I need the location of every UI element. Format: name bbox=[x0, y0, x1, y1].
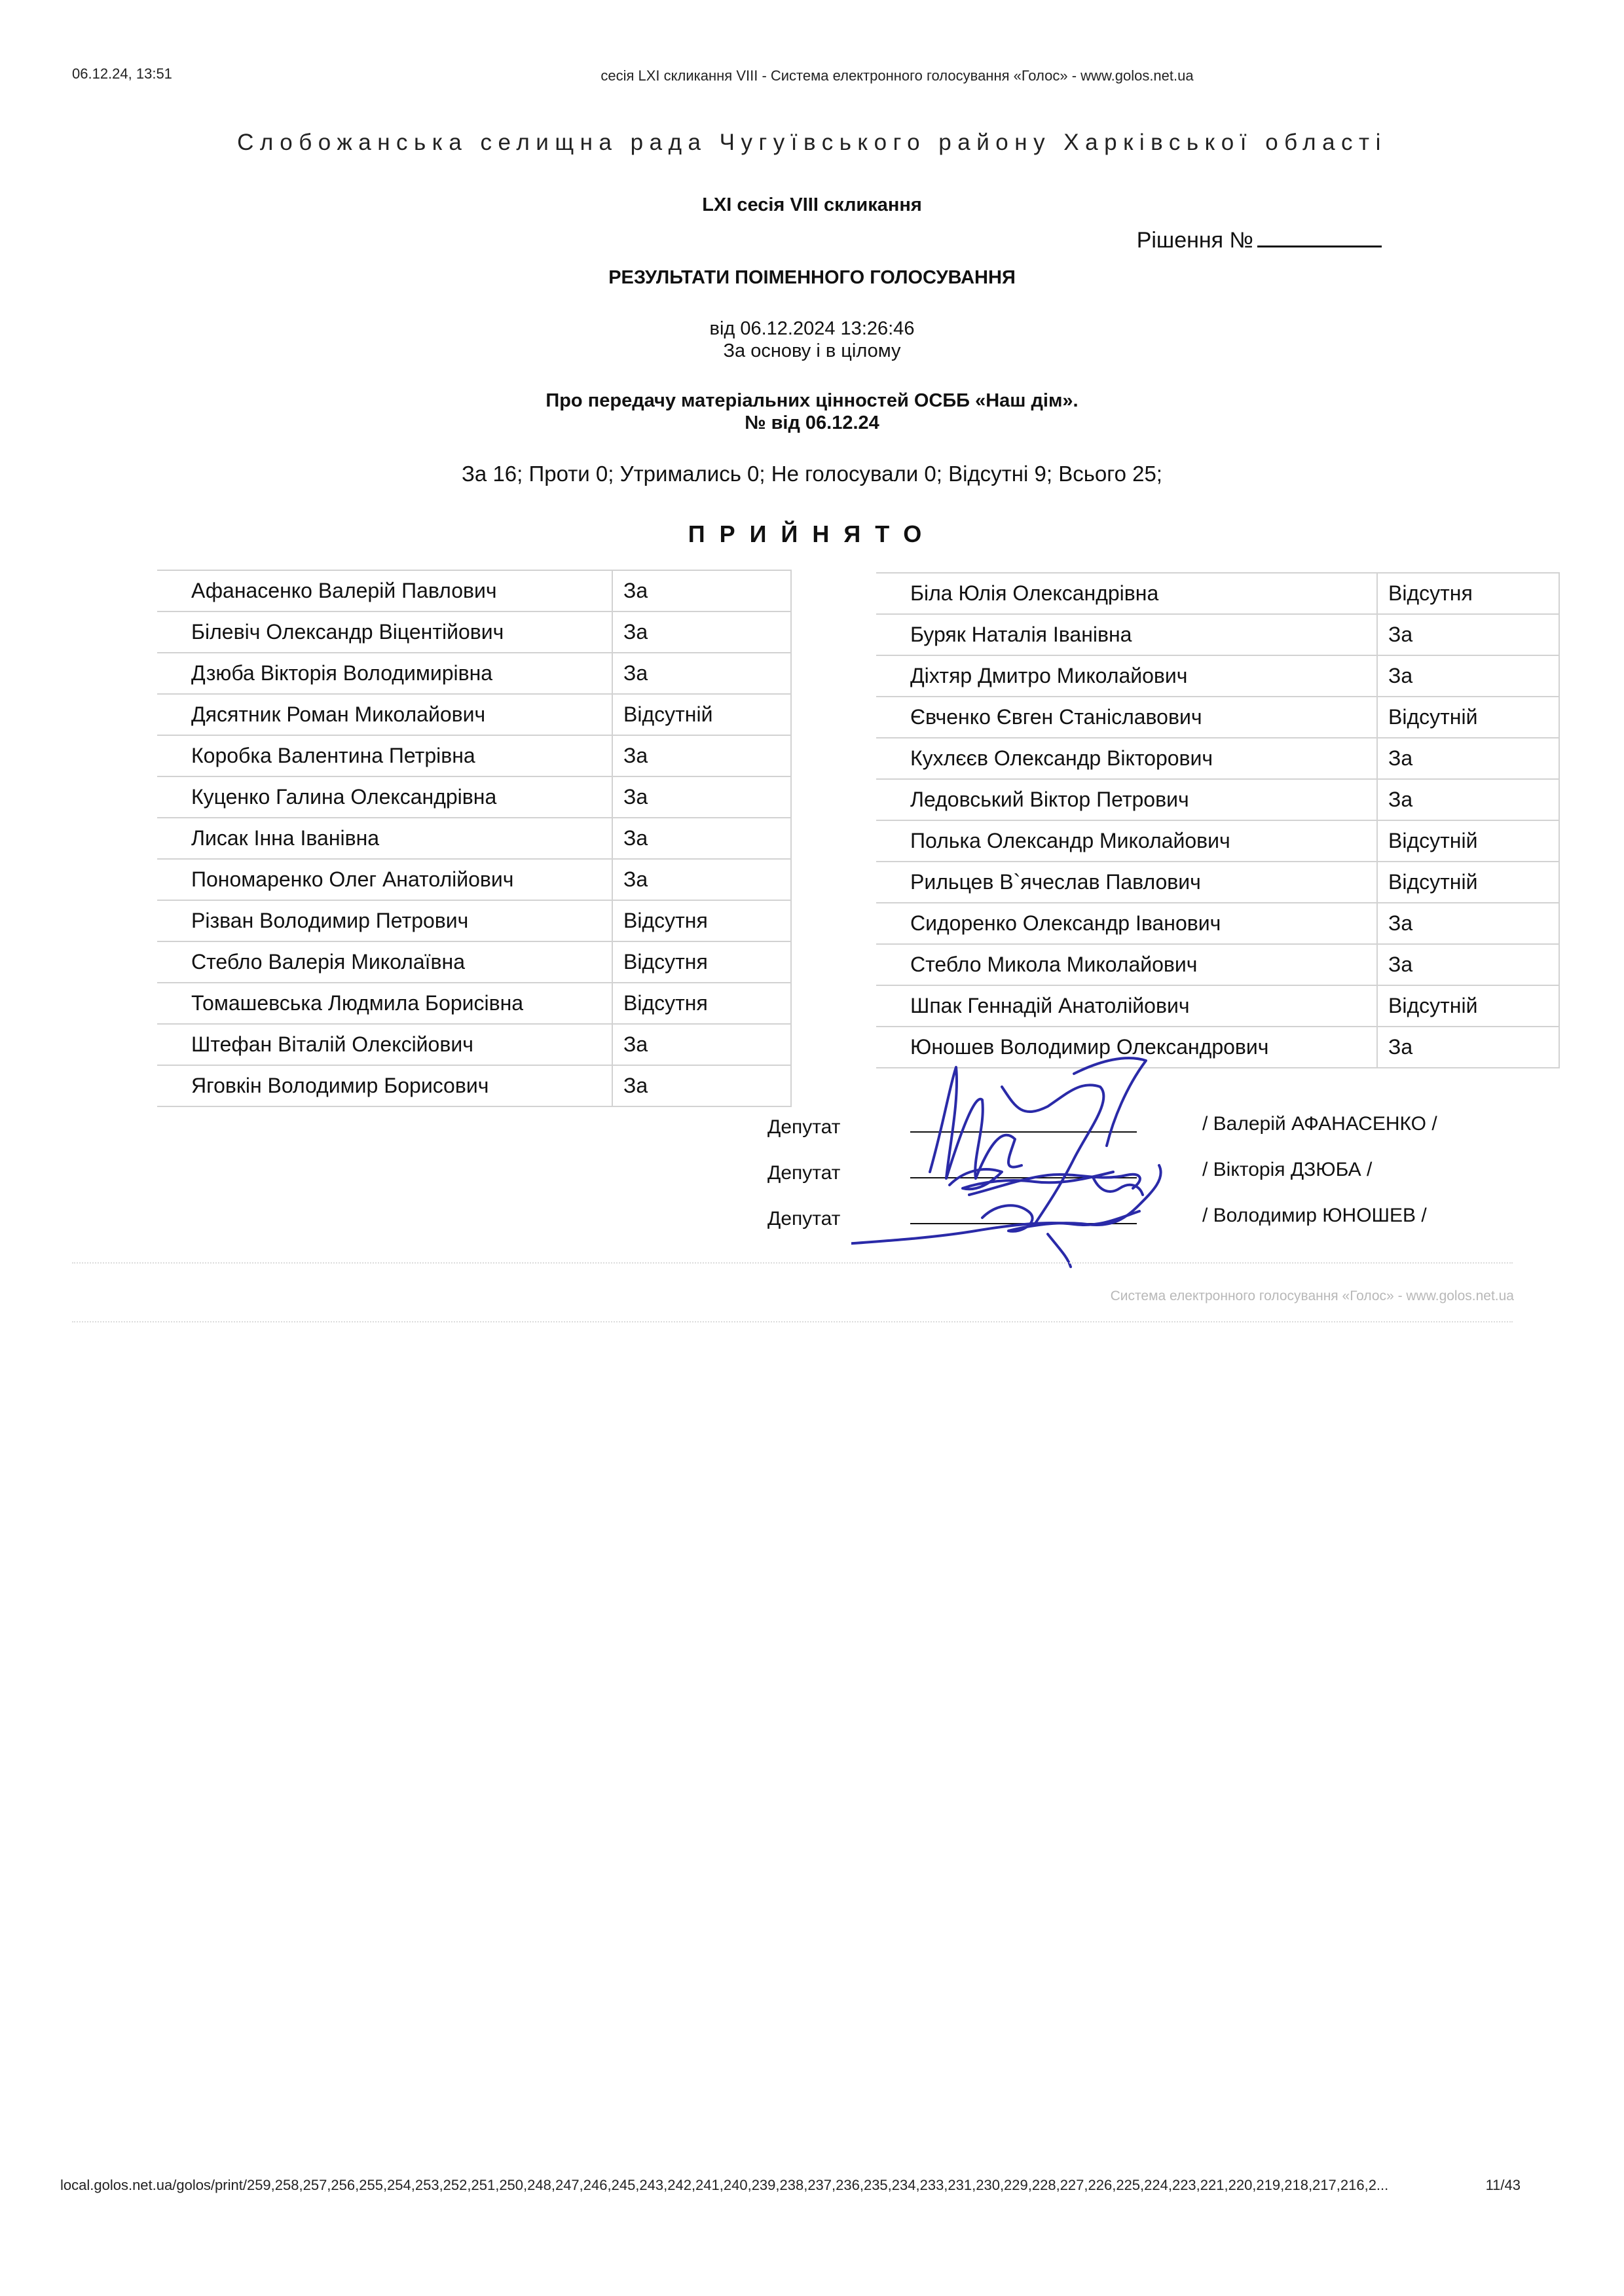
deputy-vote: За bbox=[1377, 779, 1559, 820]
votes-table-right bbox=[876, 572, 1560, 1068]
deputy-name: Юношев Володимир Олександрович bbox=[876, 1027, 1377, 1068]
deputy-vote: За bbox=[1377, 944, 1559, 985]
table-row bbox=[157, 1024, 791, 1065]
deputy-vote: Відсутня bbox=[612, 983, 791, 1024]
deputy-name: Кухлєєв Олександр Вікторович bbox=[876, 738, 1377, 779]
deputy-name: Томашевська Людмила Борисівна bbox=[157, 983, 612, 1024]
deputy-vote: Відсутній bbox=[1377, 820, 1559, 862]
table-row bbox=[876, 697, 1559, 738]
deputy-vote: За bbox=[612, 1065, 791, 1106]
deputy-name: Буряк Наталія Іванівна bbox=[876, 614, 1377, 655]
table-row bbox=[876, 573, 1559, 614]
table-row bbox=[876, 903, 1559, 944]
scan-divider bbox=[72, 1262, 1513, 1264]
table-row bbox=[157, 983, 791, 1024]
council-name: Слобожанська селищна рада Чугуївського району Харківської області bbox=[237, 130, 1387, 155]
table-row bbox=[157, 941, 791, 983]
deputy-name: Дзюба Вікторія Володимирівна bbox=[157, 653, 612, 694]
deputy-vote: За bbox=[612, 735, 791, 776]
deputy-name: Ледовський Віктор Петрович bbox=[876, 779, 1377, 820]
deputy-name: Рильцев В`ячеслав Павлович bbox=[876, 862, 1377, 903]
deputy-name: Шпак Геннадій Анатолійович bbox=[876, 985, 1377, 1027]
session-title: LXI сесія VIII скликання bbox=[702, 194, 922, 215]
deputy-name: Полька Олександр Миколайович bbox=[876, 820, 1377, 862]
deputy-vote: Відсутня bbox=[1377, 573, 1559, 614]
deputy-name: Дясятник Роман Миколайович bbox=[157, 694, 612, 735]
table-row bbox=[157, 694, 791, 735]
print-datetime: 06.12.24, 13:51 bbox=[72, 65, 172, 82]
table-row bbox=[876, 655, 1559, 697]
signature-label: Депутат bbox=[767, 1208, 841, 1230]
table-row bbox=[157, 900, 791, 941]
table-row bbox=[876, 614, 1559, 655]
deputy-name: Яговкін Володимир Борисович bbox=[157, 1065, 612, 1106]
table-row bbox=[157, 570, 791, 611]
handwritten-signatures bbox=[851, 1048, 1218, 1270]
table-row bbox=[876, 820, 1559, 862]
signature-name: / Валерій АФАНАСЕНКО / bbox=[1202, 1113, 1437, 1135]
deputy-vote: За bbox=[1377, 614, 1559, 655]
vote-subject-number: № від 06.12.24 bbox=[745, 412, 879, 433]
decision-number bbox=[1137, 227, 1382, 253]
document-title: РЕЗУЛЬТАТИ ПОІМЕННОГО ГОЛОСУВАННЯ bbox=[608, 267, 1016, 288]
deputy-vote: За bbox=[1377, 738, 1559, 779]
vote-type: За основу і в цілому bbox=[723, 340, 901, 361]
table-row bbox=[876, 779, 1559, 820]
deputy-name: Діхтяр Дмитро Миколайович bbox=[876, 655, 1377, 697]
deputy-name: Коробка Валентина Петрівна bbox=[157, 735, 612, 776]
deputy-name: Пономаренко Олег Анатолійович bbox=[157, 859, 612, 900]
table-row bbox=[157, 1065, 791, 1106]
deputy-name: Лисак Інна Іванівна bbox=[157, 818, 612, 859]
table-row bbox=[876, 862, 1559, 903]
deputy-vote: За bbox=[612, 570, 791, 611]
signature-name: / Володимир ЮНОШЕВ / bbox=[1202, 1205, 1427, 1226]
deputy-name: Євченко Євген Станіславович bbox=[876, 697, 1377, 738]
deputy-vote: Відсутня bbox=[612, 941, 791, 983]
vote-result: ПРИЙНЯТО bbox=[688, 520, 936, 547]
deputy-vote: За bbox=[612, 859, 791, 900]
deputy-vote: За bbox=[612, 1024, 791, 1065]
table-row bbox=[876, 738, 1559, 779]
print-page-number: 11/43 bbox=[1485, 2177, 1521, 2193]
deputy-vote: Відсутній bbox=[1377, 985, 1559, 1027]
vote-subject: Про передачу матеріальних цінностей ОСББ «Наш дім». bbox=[545, 390, 1079, 411]
deputy-name: Стебло Микола Миколайович bbox=[876, 944, 1377, 985]
table-row bbox=[157, 735, 791, 776]
table-row bbox=[157, 611, 791, 653]
table-row bbox=[876, 985, 1559, 1027]
vote-totals: За 16; Проти 0; Утримались 0; Не голосували 0; Відсутні 9; Всього 25; bbox=[462, 462, 1162, 486]
vote-date: від 06.12.2024 13:26:46 bbox=[709, 318, 915, 339]
deputy-vote: Відсутній bbox=[1377, 697, 1559, 738]
scan-divider bbox=[72, 1321, 1513, 1322]
table-row bbox=[157, 776, 791, 818]
deputy-vote: За bbox=[1377, 903, 1559, 944]
table-row bbox=[157, 818, 791, 859]
deputy-vote: Відсутній bbox=[1377, 862, 1559, 903]
signature-label: Депутат bbox=[767, 1162, 841, 1184]
deputy-name: Куценко Галина Олександрівна bbox=[157, 776, 612, 818]
deputy-name: Сидоренко Олександр Іванович bbox=[876, 903, 1377, 944]
deputy-name: Біла Юлія Олександрівна bbox=[876, 573, 1377, 614]
deputy-vote: За bbox=[1377, 1027, 1559, 1068]
print-url: local.golos.net.ua/golos/print/259,258,257,256,255,254,253,252,251,250,248,247,246,245,243,242,241,240,239,238,237,236,235,234,233,231,230,229,228,227,226,225,224,223,221,220,219,218,217,216,2... bbox=[60, 2177, 1389, 2193]
deputy-vote: Відсутній bbox=[612, 694, 791, 735]
table-row bbox=[157, 859, 791, 900]
deputy-vote: За bbox=[612, 818, 791, 859]
print-page-title: сесія LXI скликання VIII - Система електронного голосування «Голос» - www.golos.net.ua bbox=[600, 67, 1194, 84]
deputy-vote: За bbox=[612, 776, 791, 818]
votes-table-left bbox=[157, 570, 792, 1107]
deputy-vote: За bbox=[612, 611, 791, 653]
deputy-name: Різван Володимир Петрович bbox=[157, 900, 612, 941]
deputy-name: Штефан Віталій Олексійович bbox=[157, 1024, 612, 1065]
deputy-vote: Відсутня bbox=[612, 900, 791, 941]
deputy-name: Стебло Валерія Миколаївна bbox=[157, 941, 612, 983]
table-row bbox=[157, 653, 791, 694]
deputy-vote: За bbox=[1377, 655, 1559, 697]
deputy-name: Білевіч Олександр Віцентійович bbox=[157, 611, 612, 653]
deputy-vote: За bbox=[612, 653, 791, 694]
signature-label: Депутат bbox=[767, 1116, 841, 1138]
decision-label: Рішення № bbox=[1136, 228, 1253, 253]
system-footer-note: Система електронного голосування «Голос» - www.golos.net.ua bbox=[1110, 1288, 1514, 1303]
table-row bbox=[876, 944, 1559, 985]
signature-name: / Вікторія ДЗЮБА / bbox=[1202, 1159, 1373, 1180]
decision-blank-line bbox=[1257, 227, 1382, 247]
deputy-name: Афанасенко Валерій Павлович bbox=[157, 570, 612, 611]
